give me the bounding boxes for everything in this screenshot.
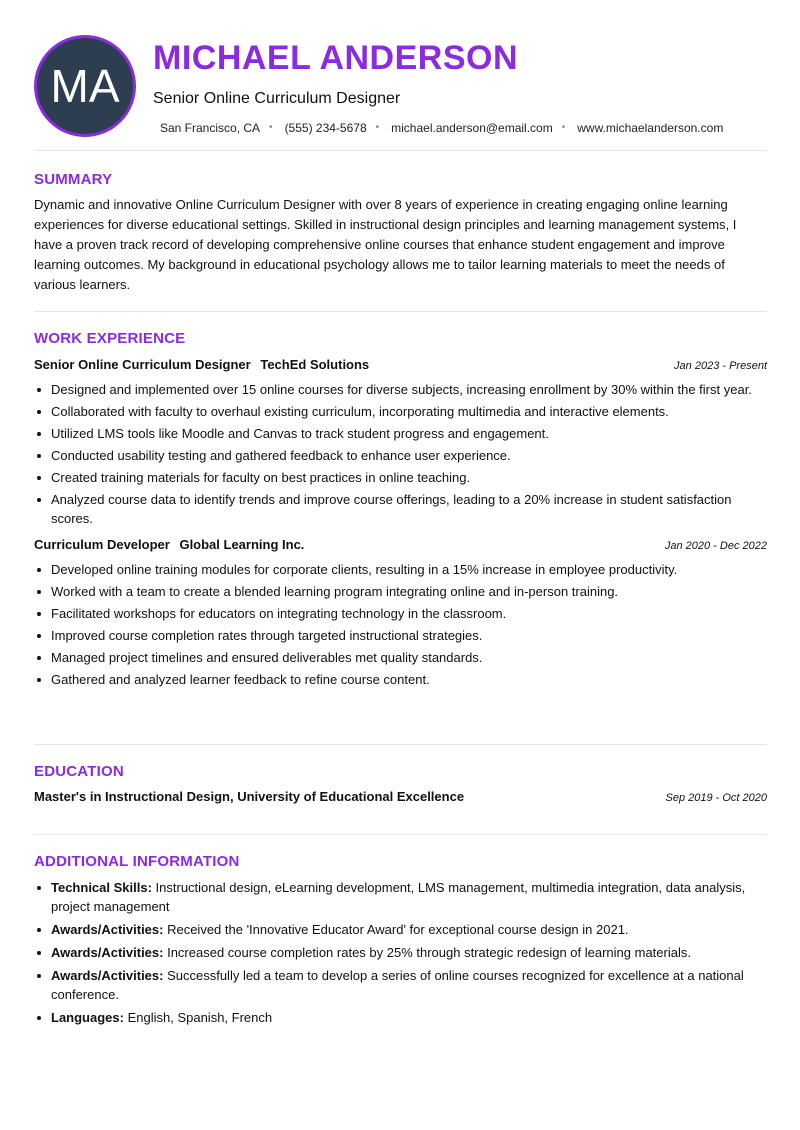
bullet-separator-icon: • — [375, 122, 380, 133]
job-role: Curriculum Developer — [34, 537, 170, 552]
education-section — [34, 745, 767, 835]
bullet-separator-icon: • — [561, 122, 566, 133]
list-item: Facilitated workshops for educators on integrating technology in the classroom. — [34, 604, 767, 623]
job-entry — [34, 536, 767, 689]
resume-header — [34, 0, 767, 151]
resume-page — [34, 0, 767, 1031]
contact-location: San Francisco, CA — [160, 121, 261, 135]
list-item: Improved course completion rates through targeted instructional strategies. — [34, 626, 767, 645]
item-text: Successfully led a team to develop a series of online courses recognized for excellence at a national conference. — [51, 968, 744, 1002]
section-heading: ADDITIONAL INFORMATION — [34, 853, 240, 870]
item-label: Languages: — [51, 1010, 124, 1025]
item-label: Awards/Activities: — [51, 922, 164, 937]
contact-email[interactable]: michael.anderson@email.com — [391, 121, 553, 135]
contact-phone[interactable]: (555) 234-5678 — [284, 121, 367, 135]
list-item — [34, 1008, 767, 1027]
list-item: Collaborated with faculty to overhaul existing curriculum, incorporating multimedia and interactive elements. — [34, 402, 767, 421]
additional-information-section — [34, 835, 767, 1027]
avatar — [34, 35, 136, 137]
list-item: Designed and implemented over 15 online courses for diverse subjects, increasing enrollment by 30% within the first year. — [34, 380, 767, 399]
item-label: Technical Skills: — [51, 880, 152, 895]
additional-list — [34, 878, 767, 1027]
item-text: Received the 'Innovative Educator Award' for exceptional course design in 2021. — [163, 922, 629, 937]
education-degree: Master's in Instructional Design, University of Educational Excellence — [34, 789, 465, 804]
candidate-name: MICHAEL ANDERSON — [153, 39, 519, 77]
section-heading: EDUCATION — [34, 763, 124, 780]
item-label: Awards/Activities: — [51, 968, 164, 983]
job-dates: Jan 2020 - Dec 2022 — [664, 540, 767, 552]
item-text: English, Spanish, French — [123, 1010, 273, 1025]
list-item: Gathered and analyzed learner feedback to refine course content. — [34, 670, 767, 689]
list-item: Conducted usability testing and gathered feedback to enhance user experience. — [34, 446, 767, 465]
contact-row — [160, 120, 723, 136]
list-item — [34, 920, 767, 939]
job-entry — [34, 356, 767, 528]
work-experience-section — [34, 312, 767, 745]
section-heading: SUMMARY — [34, 171, 113, 188]
bullet-separator-icon: • — [269, 122, 273, 133]
list-item: Developed online training modules for corporate clients, resulting in a 15% increase in employee productivity. — [34, 560, 767, 579]
education-entry — [34, 788, 767, 807]
list-item — [34, 943, 767, 962]
item-label: Awards/Activities: — [51, 945, 164, 960]
section-heading: WORK EXPERIENCE — [34, 330, 186, 347]
job-company: TechEd Solutions — [260, 357, 370, 372]
list-item — [34, 966, 767, 1004]
job-role: Senior Online Curriculum Designer — [34, 357, 251, 372]
job-header — [34, 536, 767, 555]
contact-website[interactable]: www.michaelanderson.com — [577, 121, 724, 135]
summary-text: Dynamic and innovative Online Curriculum Designer with over 8 years of experience in creating engaging online learning experiences for diverse educational settings. Skilled in instructional design principles and learning management systems, I have a proven track record of developing comprehensive online courses that enhance student engagement and improve learning outcomes. My background in educational psychology allows me to tailor learning materials to meet the needs of various learners. — [34, 197, 737, 292]
list-item: Analyzed course data to identify trends and improve course offerings, leading to a 20% increase in student satisfaction scores. — [34, 490, 767, 528]
job-bullets — [34, 560, 767, 689]
job-company: Global Learning Inc. — [179, 537, 305, 552]
item-text: Increased course completion rates by 25% through strategic redesign of learning materials. — [163, 945, 691, 960]
list-item: Managed project timelines and ensured deliverables met quality standards. — [34, 648, 767, 667]
avatar-initials: MA — [50, 60, 120, 112]
summary-section — [34, 151, 767, 312]
job-dates: Jan 2023 - Present — [674, 360, 767, 372]
job-header — [34, 356, 767, 375]
list-item: Created training materials for faculty on best practices in online teaching. — [34, 468, 767, 487]
job-bullets — [34, 380, 767, 528]
list-item: Utilized LMS tools like Moodle and Canvas to track student progress and engagement. — [34, 424, 767, 443]
candidate-title: Senior Online Curriculum Designer — [153, 90, 401, 107]
item-text: Instructional design, eLearning development, LMS management, multimedia integration, data analysis, project management — [51, 880, 746, 914]
list-item — [34, 878, 767, 916]
list-item: Worked with a team to create a blended learning program integrating online and in-person training. — [34, 582, 767, 601]
education-dates: Sep 2019 - Oct 2020 — [665, 792, 767, 804]
